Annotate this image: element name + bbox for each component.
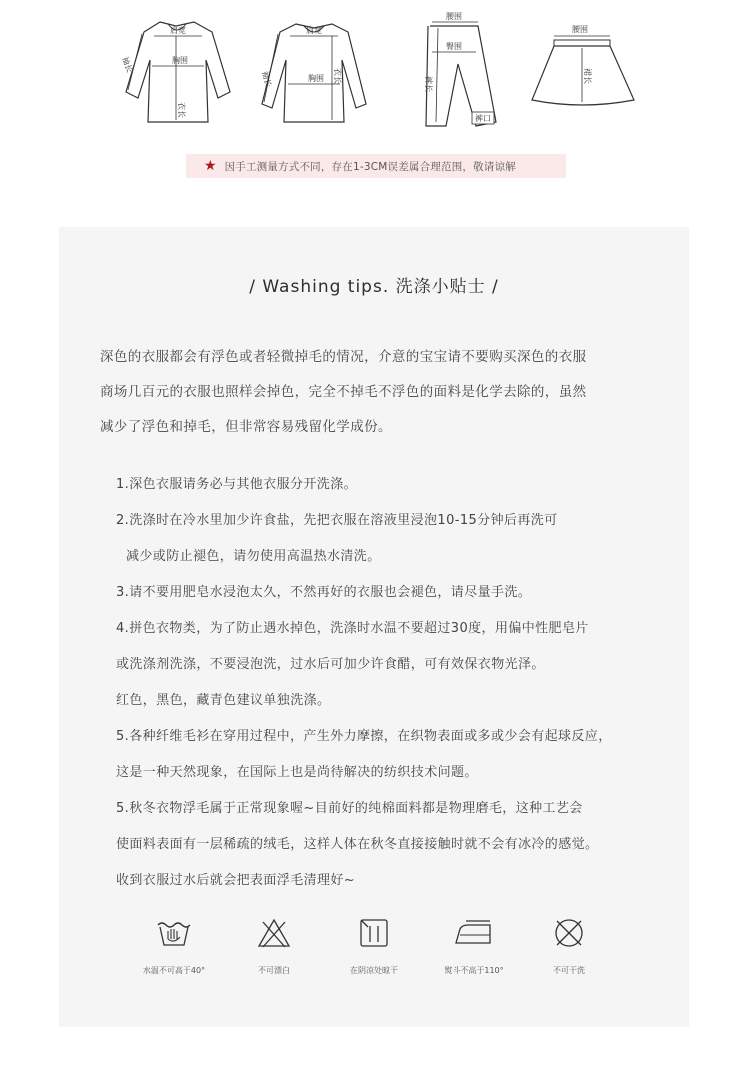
care-label: 熨斗不高于110° [444,966,504,975]
tip-line: 1.深色衣服请务必与其他衣服分开洗涤。 [116,477,358,492]
shade-dry-icon [356,917,392,949]
iron-icon [454,917,494,949]
tip-line: 收到衣服过水后就会把表面浮毛清理好~ [116,873,356,888]
skirt-diagram [528,14,638,114]
intro-line: 商场几百元的衣服也照样会掉色，完全不掉毛不浮色的面料是化学去除的，虽然 [100,384,587,400]
intro-line: 减少了浮色和掉毛，但非常容易残留化学成份。 [100,419,392,435]
tip-line: 使面料表面有一层稀疏的绒毛，这样人体在秋冬直接接触时就不会有冰冷的感觉。 [116,837,599,852]
notice-text: 因手工测量方式不同，存在1-3CM误差属合理范围，敬请谅解 [224,160,516,173]
measurement-diagrams [0,0,750,145]
panel-title: / Washing tips. 洗涤小贴士 / [249,277,499,297]
hip-label: 臀围 [446,42,462,51]
jacket-diagram [118,14,238,129]
length-label: 衣长 [177,102,186,118]
sleeve-label: 袖长 [260,70,273,88]
cuff-label: 裤口 [475,114,491,123]
tip-line: 3.请不要用肥皂水浸泡太久，不然再好的衣服也会褪色，请尽量手洗。 [116,585,532,600]
shoulder-width-label: 肩宽 [170,26,186,35]
washing-tips-panel [59,227,689,1027]
hand-wash-icon [156,917,192,949]
tip-line: 减少或防止褪色，请勿使用高温热水清洗。 [126,549,381,564]
no-bleach-icon [256,917,292,949]
care-item [329,917,419,976]
care-label: 水温不可高于40° [142,966,206,975]
tip-line: 这是一种天然现象，在国际上也是尚待解决的纺织技术问题。 [116,765,478,780]
care-symbols [59,917,689,997]
waist-label: 腰围 [572,25,588,34]
care-label: 在阴凉处晾干 [350,966,398,975]
care-label: 不可干洗 [553,966,585,975]
measurement-notice [186,154,566,178]
tip-line: 5.秋冬衣物浮毛属于正常现象喔~目前好的纯棉面料都是物理磨毛，这种工艺会 [116,801,583,816]
care-label: 不可漂白 [258,966,290,975]
tip-line: 或洗涤剂洗涤，不要浸泡洗，过水后可加少许食醋，可有效保衣物光泽。 [116,657,545,672]
shoulder-width-label: 肩宽 [306,26,322,35]
sweater-diagram [256,14,376,129]
skirt-length-label: 裙长 [583,68,592,84]
waist-label: 腰围 [446,12,462,21]
pants-diagram [410,14,510,134]
tip-line: 2.洗涤时在冷水里加少许食盐，先把衣服在溶液里浸泡10-15分钟后再洗可 [116,513,558,528]
tip-line: 红色，黑色，藏青色建议单独洗涤。 [116,693,331,708]
chest-label: 胸围 [172,56,188,65]
intro-line: 深色的衣服都会有浮色或者轻微掉毛的情况，介意的宝宝请不要购买深色的衣服 [100,349,587,365]
sleeve-label: 袖长 [120,55,135,74]
pants-length-label: 裤长 [424,76,433,92]
star-icon: ★ [204,158,217,174]
tip-line: 4.拼色衣物类，为了防止遇水掉色，洗涤时水温不要超过30度，用偏中性肥皂片 [116,621,589,636]
care-item [429,917,519,976]
length-label: 衣长 [333,68,342,84]
care-item [524,917,614,976]
chest-label: 胸围 [308,74,324,83]
care-item [129,917,219,976]
no-dry-clean-icon [551,917,587,949]
tip-line: 5.各种纤维毛衫在穿用过程中，产生外力摩擦，在织物表面或多或少会有起球反应， [116,729,612,744]
care-item [229,917,319,976]
